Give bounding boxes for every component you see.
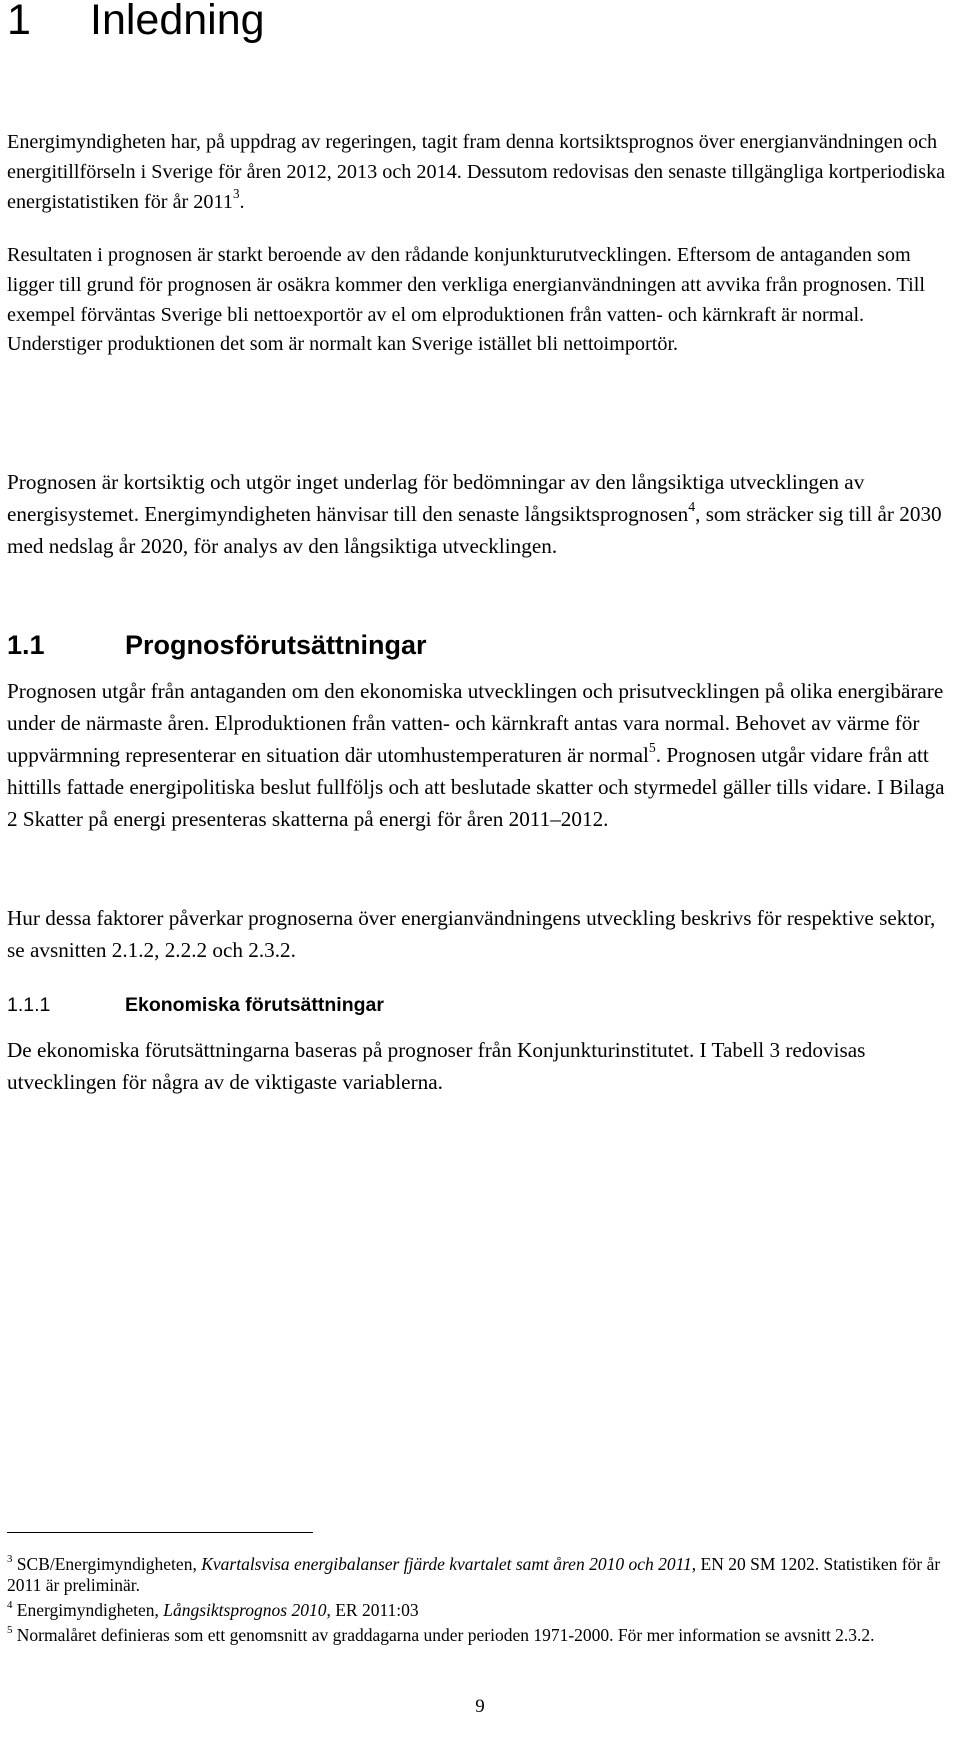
paragraph-intro-text: Energimyndigheten har, på uppdrag av regeringen, tagit fram denna kortsiktsprognos över energianvändningen och energitillförseln i Sverige för åren 2012, 2013 och 2014. Dessutom redovisas den senaste tillgängliga kortperiodiska energistatistiken för år 2011 xyxy=(7,131,946,213)
footnote-title: Långsiktsprognos 2010 xyxy=(163,1600,327,1620)
footnote-ref-5[interactable]: 5 xyxy=(648,739,656,755)
paragraph-intro xyxy=(7,128,952,217)
chapter-heading xyxy=(7,0,952,42)
footnote-3 xyxy=(7,1554,952,1597)
paragraph-assumptions-text: Prognosen utgår från antaganden om den ekonomiska utvecklingen och prisutvecklingen på olika energibärare under de närmaste åren. Elproduktionen från vatten- och kärnkraft antas vara normal. Behovet av värme för uppvärmning representerar en situation där utomhustemperaturen är normal xyxy=(7,679,944,767)
section-number: 1.1 xyxy=(7,630,45,660)
footnote-5 xyxy=(7,1625,952,1646)
section-title: Prognosförutsättningar xyxy=(125,630,427,660)
subsection-heading xyxy=(7,992,952,1018)
footnote-ref-3[interactable]: 3 xyxy=(232,185,240,201)
footnote-text: Energimyndigheten, xyxy=(16,1600,164,1620)
paragraph-factors: Hur dessa faktorer påverkar prognoserna över energianvändningens utveckling beskrivs för respektive sektor, se avsnitten 2.1.2, 2.2.2 och 2.3.2. xyxy=(7,906,936,962)
footnote-number: 4 xyxy=(7,1598,13,1611)
section-heading xyxy=(7,629,952,661)
subsection-number: 1.1.1 xyxy=(7,994,51,1016)
footnote-number: 5 xyxy=(7,1623,13,1636)
paragraph-intro-end: . xyxy=(239,190,245,213)
footnote-4 xyxy=(7,1600,952,1621)
paragraph-results: Resultaten i prognosen är starkt beroende av den rådande konjunkturutvecklingen. Eftersom de antaganden som ligger till grund för prognosen är osäkra kommer den verkliga energianvändningen att avvika från prognosen. Till exempel förväntas Sverige bli nettoexportör av el om elproduktionen från vatten- och kärnkraft är normal. Understiger produktionen det som är normalt kan Sverige istället bli nettoimportör. xyxy=(7,244,925,356)
footnote-text: SCB/Energimyndigheten, xyxy=(16,1554,202,1574)
footnote-ref-4[interactable]: 4 xyxy=(688,498,696,514)
chapter-number: 1 xyxy=(7,0,31,44)
paragraph-assumptions-end: . Prognosen utgår vidare från att hittills fattade energipolitiska beslut fullföljs och att beslutade skatter och styrmedel gäller tills vidare. I Bilaga 2 Skatter på energi presenteras skatterna på energi för åren 2011–2012. xyxy=(7,743,945,831)
footnote-title: Kvartalsvisa energibalanser fjärde kvartalet samt åren 2010 och 2011 xyxy=(201,1554,692,1574)
footnote-text-end: , ER 2011:03 xyxy=(326,1600,419,1620)
paragraph-assumptions xyxy=(7,675,952,835)
footnote-text: Normalåret definieras som ett genomsnitt av graddagarna under perioden 1971-2000. För mer information se avsnitt 2.3.2. xyxy=(16,1625,875,1645)
footnote-number: 3 xyxy=(7,1552,13,1565)
paragraph-economic: De ekonomiska förutsättningarna baseras på prognoser från Konjunkturinstitutet. I Tabell 3 redovisas utvecklingen för några av de viktigaste variablerna. xyxy=(7,1038,866,1094)
page-number: 9 xyxy=(475,1696,485,1717)
footnote-separator xyxy=(7,1532,313,1533)
subsection-title: Ekonomiska förutsättningar xyxy=(125,994,384,1016)
paragraph-longterm xyxy=(7,466,952,562)
chapter-title: Inledning xyxy=(90,0,265,44)
paragraph-longterm-end: , som sträcker sig till år 2030 med nedslag år 2020, för analys av den långsiktiga utvecklingen. xyxy=(7,502,942,558)
paragraph-longterm-text: Prognosen är kortsiktig och utgör inget underlag för bedömningar av den långsiktiga utvecklingen av energisystemet. Energimyndigheten hänvisar till den senaste långsiktsprognosen xyxy=(7,470,865,526)
footnote-text-end: , EN 20 SM 1202. Statistiken för år 2011 är preliminär. xyxy=(7,1554,941,1596)
